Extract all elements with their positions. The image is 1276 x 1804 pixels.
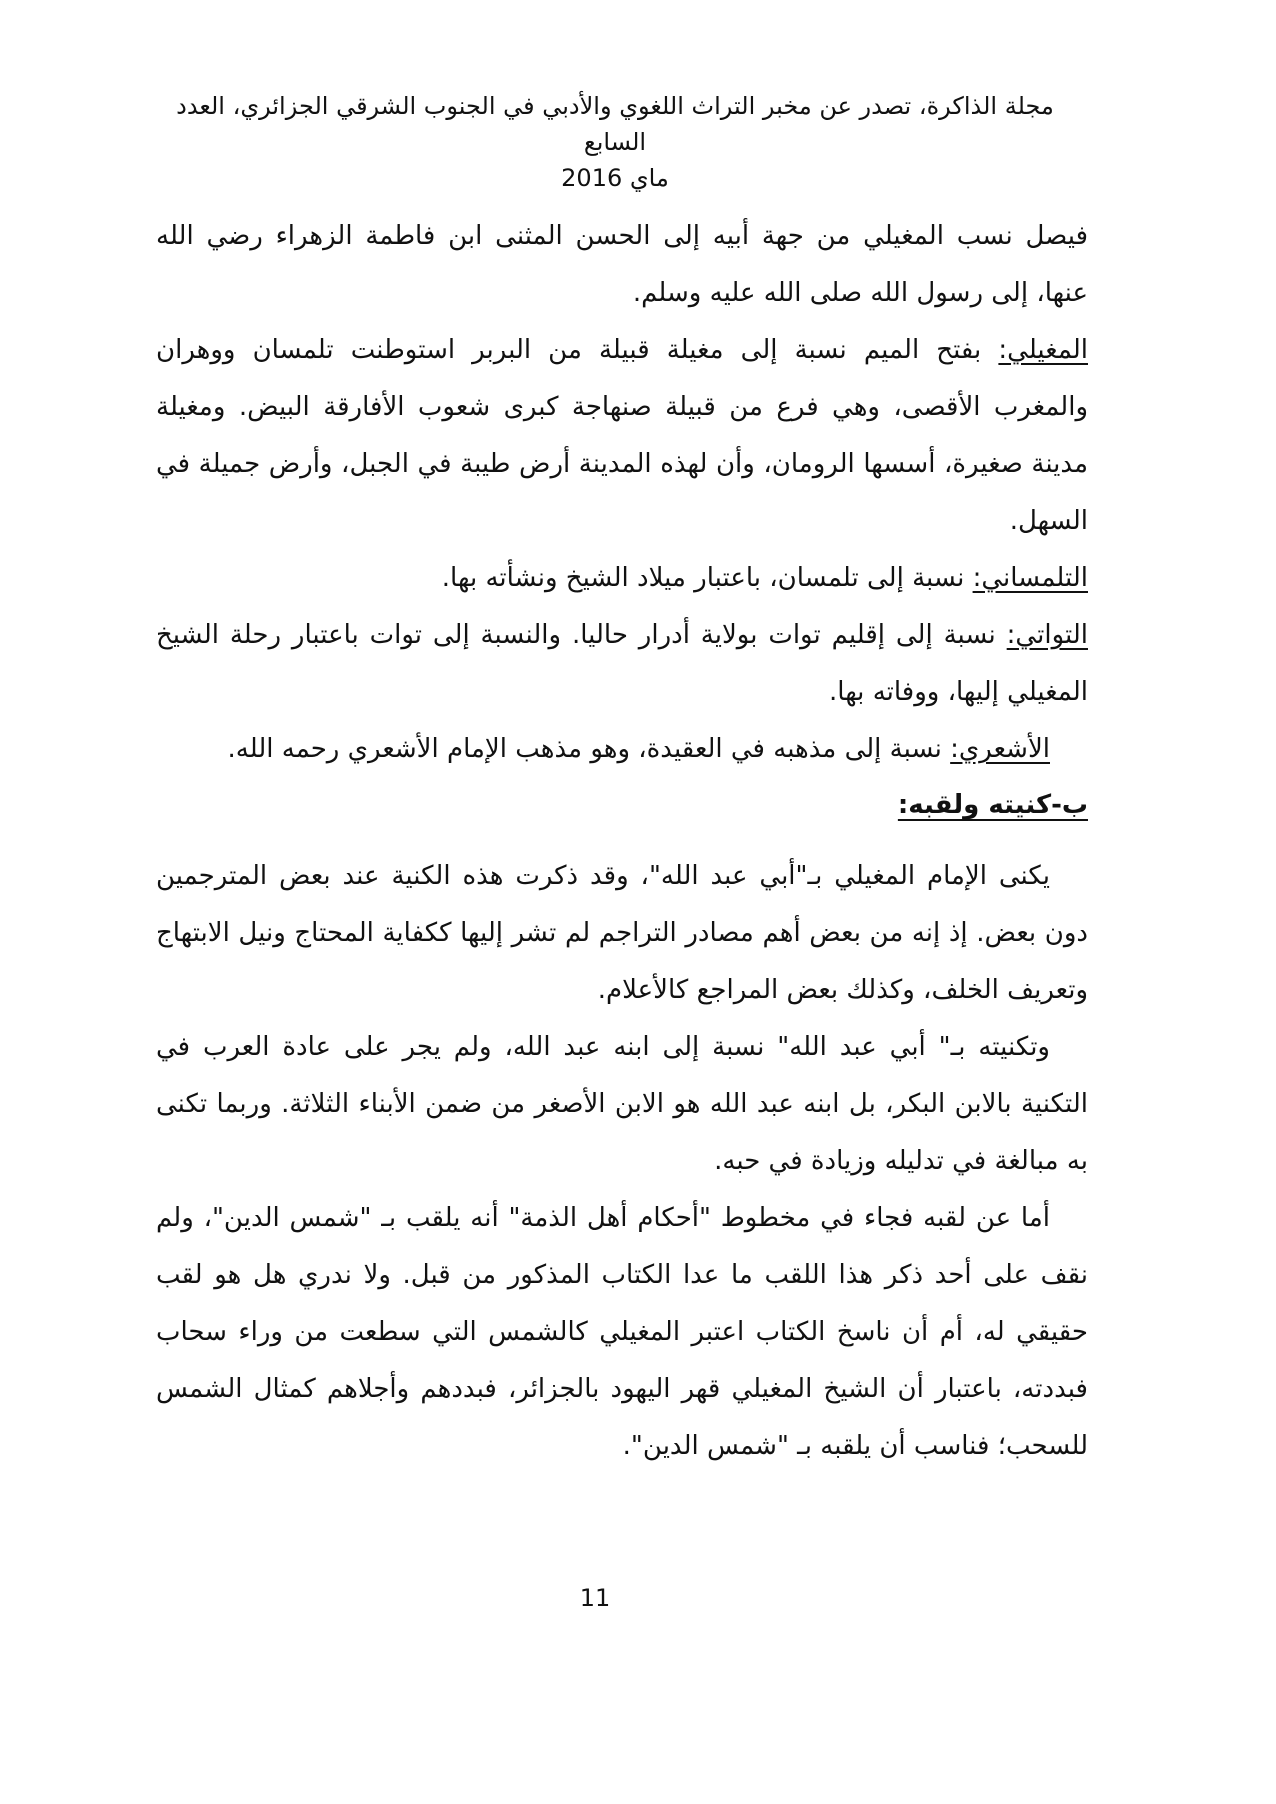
- entry-text: بفتح الميم نسبة إلى مغيلة قبيلة من البربر استوطنت تلمسان ووهران والمغرب الأقصى، وهي فرع من قبيلة صنهاجة كبرى شعوب الأفارقة البيض. ومغيلة مدينة صغيرة، أسسها الرومان، وأن لهذه المدينة أرض طيبة في الجبل، وأرض جميلة في السهل.: [156, 335, 1088, 536]
- intro-paragraph: فيصل نسب المغيلي من جهة أبيه إلى الحسن المثنى ابن فاطمة الزهراء رضي الله عنها، إلى رسول الله صلى الله عليه وسلم.: [156, 221, 1088, 308]
- entry-term: التلمساني:: [972, 563, 1088, 593]
- entry-tlemcani: [156, 550, 1088, 607]
- entry-term: التواتي:: [1006, 620, 1088, 650]
- spacer: [156, 832, 1088, 848]
- section-heading: ب-كنيته ولقبه:: [897, 790, 1088, 820]
- article-body: [156, 208, 1088, 1475]
- entry-ashari: [156, 721, 1088, 778]
- entry-text: نسبة إلى إقليم توات بولاية أدرار حاليا. والنسبة إلى توات باعتبار رحلة الشيخ المغيلي إليها، ووفاته بها.: [156, 620, 1088, 707]
- entry-text: نسبة إلى تلمسان، باعتبار ميلاد الشيخ ونشأته بها.: [441, 563, 973, 593]
- body-paragraph-3: أما عن لقبه فجاء في مخطوط "أحكام أهل الذمة" أنه يلقب بـ "شمس الدين"، ولم نقف على أحد ذكر هذا اللقب ما عدا الكتاب المذكور من قبل. ولا ندري هل هو لقب حقيقي له، أم أن ناسخ الكتاب اعتبر المغيلي كالشمس التي سطعت من وراء سحاب فبددته، باعتبار أن الشيخ المغيلي قهر اليهود بالجزائر، فبددهم وأجلاهم كمثال الشمس للسحب؛ فناسب أن يلقبه بـ "شمس الدين".: [156, 1203, 1088, 1461]
- body-paragraph-1: يكنى الإمام المغيلي بـ"أبي عبد الله"، وقد ذكرت هذه الكنية عند بعض المترجمين دون بعض. إذ إنه من بعض أهم مصادر التراجم لم تشر إليها ككفاية المحتاج ونيل الابتهاج وتعريف الخلف، وكذلك بعض المراجع كالأعلام.: [156, 861, 1088, 1005]
- entry-touati: [156, 607, 1088, 721]
- entry-term: المغيلي:: [998, 335, 1088, 365]
- entry-maghili: [156, 322, 1088, 550]
- journal-header-line-2: ماي 2016: [561, 164, 669, 192]
- body-paragraph-2: وتكنيته بـ" أبي عبد الله" نسبة إلى ابنه عبد الله، ولم يجر على عادة العرب في التكنية بالابن البكر، بل ابنه عبد الله هو الابن الأصغر من ضمن الأبناء الثلاثة. وربما تكنى به مبالغة في تدليله وزيادة في حبه.: [156, 1032, 1088, 1176]
- page-number: 11: [579, 1584, 611, 1612]
- entry-text: نسبة إلى مذهبه في العقيدة، وهو مذهب الإمام الأشعري رحمه الله.: [227, 734, 951, 764]
- journal-header: [150, 88, 1080, 196]
- entry-term: الأشعري:: [950, 734, 1050, 764]
- journal-header-line-1: مجلة الذاكرة، تصدر عن مخبر التراث اللغوي والأدبي في الجنوب الشرقي الجزائري، العدد السابع: [176, 92, 1054, 156]
